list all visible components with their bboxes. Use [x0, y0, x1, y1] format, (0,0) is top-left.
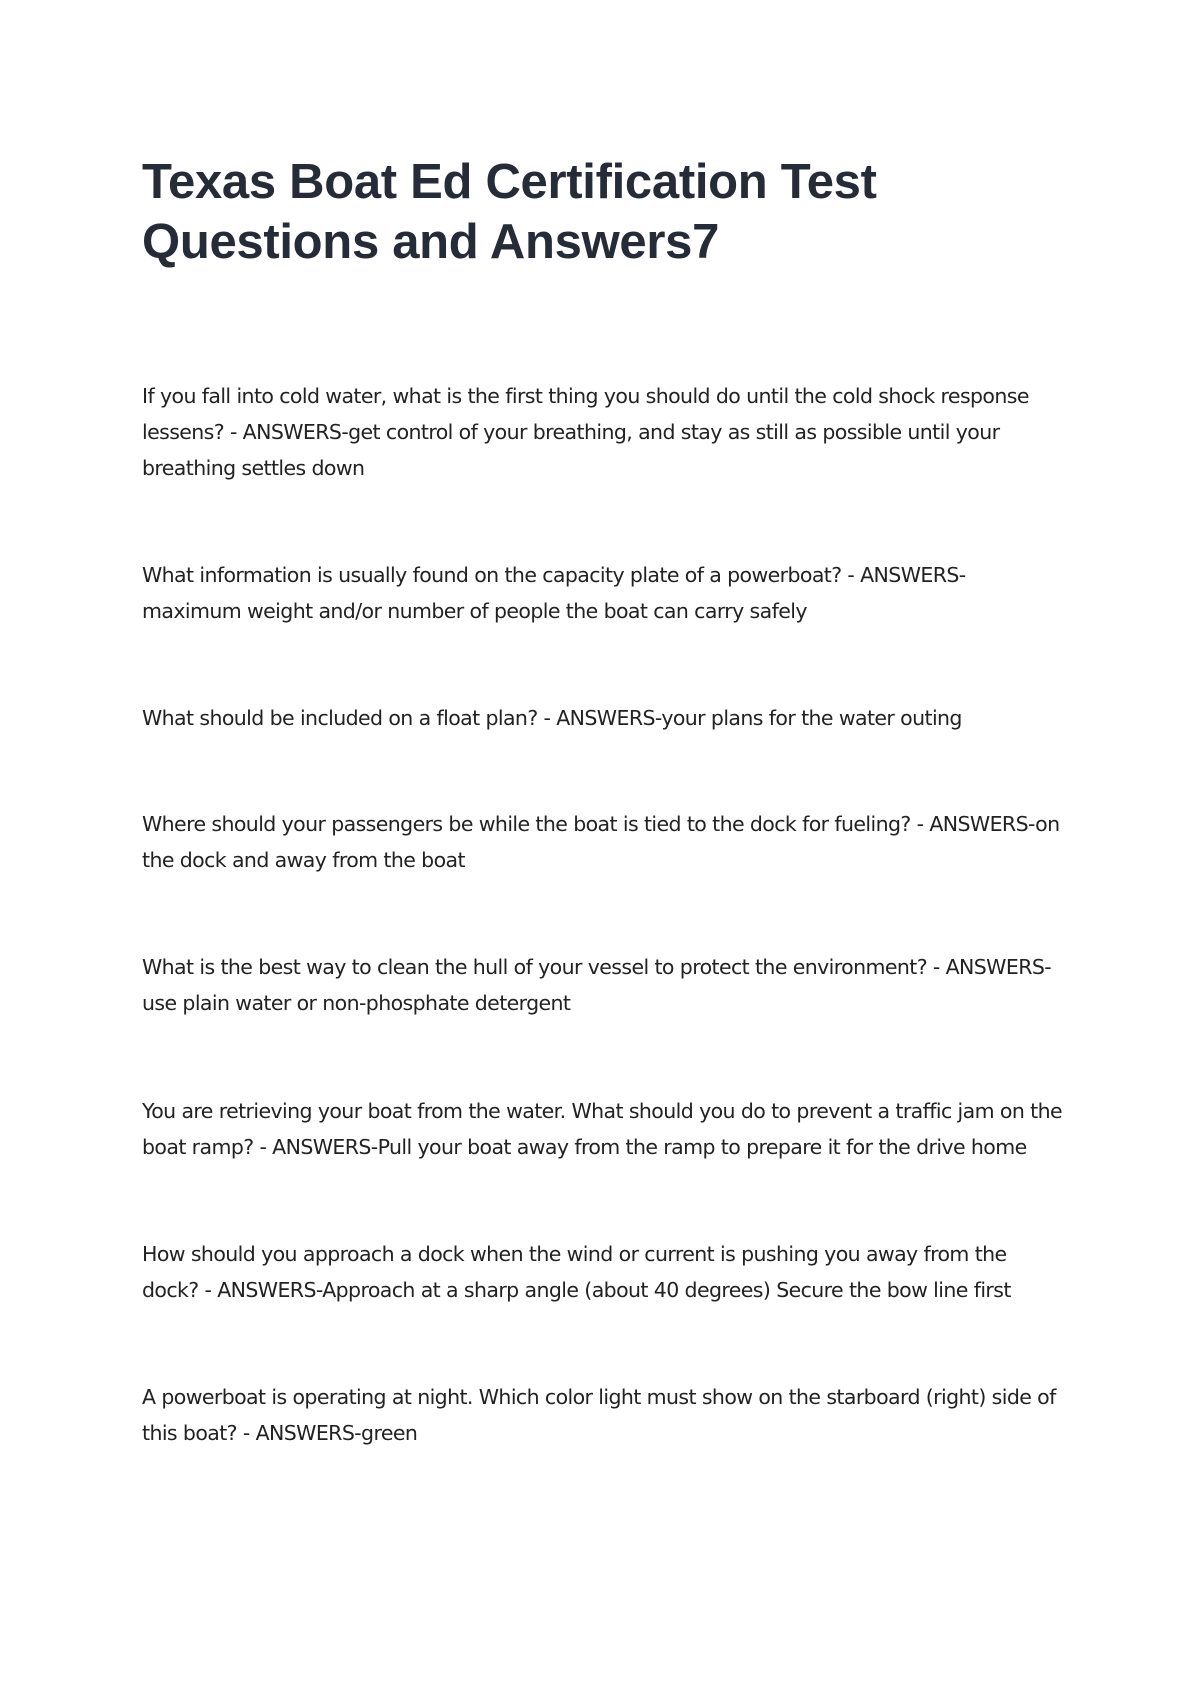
qa-item: Where should your passengers be while the boat is tied to the dock for fueling? - ANSWERS-on the dock and away from the boat — [142, 812, 1060, 872]
qa-item: How should you approach a dock when the wind or current is pushing you away from the dock? - ANSWERS-Approach at a sharp angle (about 40 degrees) Secure the bow line first — [142, 1242, 1011, 1302]
qa-item: What should be included on a float plan? - ANSWERS-your plans for the water outing — [142, 706, 962, 730]
qa-item: What is the best way to clean the hull of your vessel to protect the environment? - ANSWERS-use plain water or non-phosphate detergent — [142, 955, 1052, 1015]
qa-item: A powerboat is operating at night. Which color light must show on the starboard (right) side of this boat? - ANSWERS-green — [142, 1385, 1056, 1445]
qa-item: What information is usually found on the capacity plate of a powerboat? - ANSWERS-maximum weight and/or number of people the boat can carry safely — [142, 563, 966, 623]
document-title: Texas Boat Ed Certification Test Questions and Answers7 — [142, 155, 877, 269]
qa-item: You are retrieving your boat from the water. What should you do to prevent a traffic jam on the boat ramp? - ANSWERS-Pull your boat away from the ramp to prepare it for the drive home — [142, 1099, 1062, 1159]
qa-item: If you fall into cold water, what is the first thing you should do until the cold shock response lessens? - ANSWERS-get control of your breathing, and stay as still as possible until your breathing settles down — [142, 384, 1029, 480]
